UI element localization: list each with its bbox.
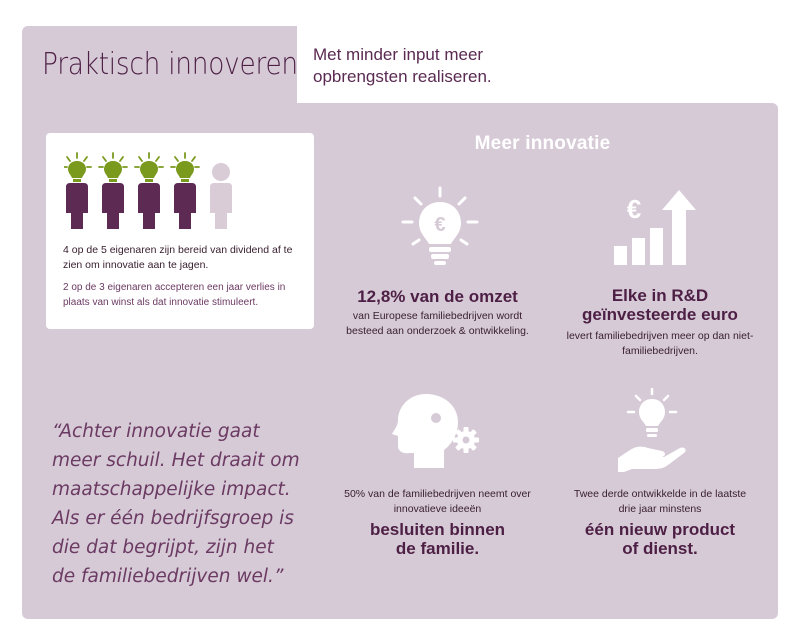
people-row bbox=[64, 151, 239, 231]
head-gears-icon bbox=[388, 390, 488, 470]
revenue-stat-text: van Europese familiebedrijven wordt besteed aan onderzoek & ontwikkeling. bbox=[346, 310, 529, 337]
owners-card bbox=[46, 133, 314, 329]
person-icon bbox=[99, 153, 127, 229]
revenue-stat-title: 12,8% van de omzet bbox=[357, 287, 518, 306]
decisions-stat-text: 50% van de familiebedrijven neemt over innovatieve ideeën bbox=[344, 488, 531, 515]
bar-chart-euro-icon bbox=[612, 188, 702, 268]
product-stat-text: Twee derde ontwikkelde in de laatste drie jaar minstens bbox=[573, 488, 747, 515]
lightbulb-euro-icon bbox=[395, 186, 485, 270]
page-subtitle: Met minder input meer opbrengsten realiseren. bbox=[313, 45, 492, 86]
product-stat-title-line2: of dienst. bbox=[622, 539, 698, 558]
rd-stat-title-line2: geïnvesteerde euro bbox=[582, 305, 738, 324]
person-icon bbox=[135, 153, 163, 229]
owners-secondary-text: 2 op de 3 eigenaren accepteren een jaar verlies in plaats van winst als dat innovatie stimuleert. bbox=[63, 282, 286, 308]
svg-text:€: € bbox=[434, 214, 446, 236]
quote: “Achter innovatie gaat meer schuil. Het draait om maatschappelijke impact. Als er één bedrijfsgroep is die dat begrijpt, zijn het de familiebedrijven wel.” bbox=[52, 421, 300, 587]
rd-stat-text: levert familiebedrijven meer op dan niet-familiebedrijven. bbox=[566, 330, 754, 357]
person-icon bbox=[64, 153, 91, 229]
decisions-stat-title-line2: de familie. bbox=[395, 539, 480, 558]
section-heading: Meer innovatie bbox=[474, 133, 611, 154]
product-stat-title-line1: één nieuw product bbox=[584, 520, 736, 539]
owners-primary-text: 4 op de 5 eigenaren zijn bereid van dividend af te zien om innovatie aan te jagen. bbox=[63, 244, 293, 271]
person-icon bbox=[210, 163, 232, 229]
hand-lightbulb-icon bbox=[612, 388, 692, 472]
svg-text:€: € bbox=[626, 194, 642, 224]
rd-stat-title-line1: Elke in R&D bbox=[611, 286, 709, 305]
page-title: Praktisch innoveren bbox=[42, 47, 298, 82]
decisions-stat-title-line1: besluiten binnen bbox=[369, 520, 506, 539]
person-icon bbox=[171, 153, 199, 229]
